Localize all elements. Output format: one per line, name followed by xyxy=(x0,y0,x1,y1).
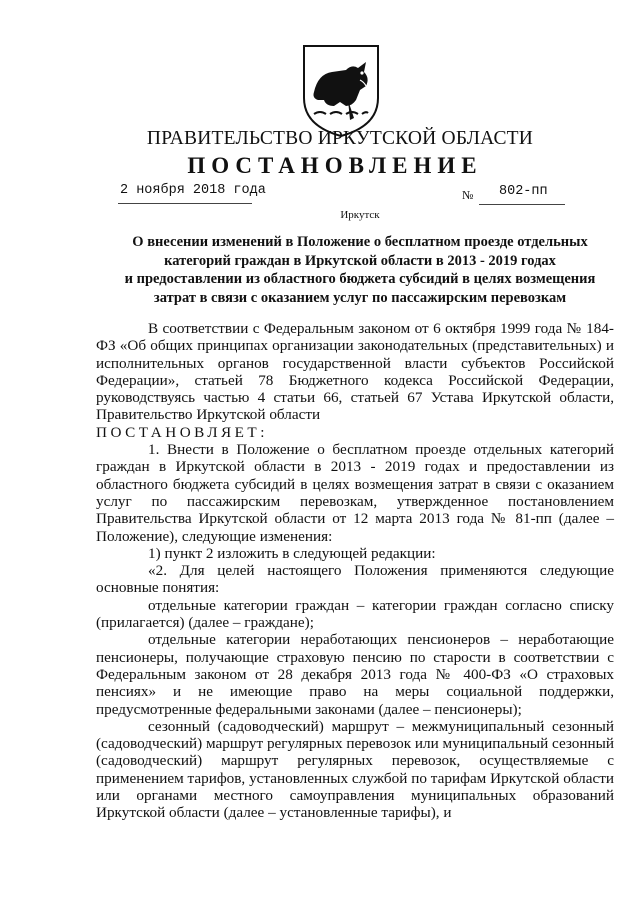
number-underline xyxy=(479,204,565,205)
title-line: и предоставлении из областного бюджета субсидий в целях возмещения xyxy=(124,271,596,287)
decree-word: ПОСТАНОВЛЯЕТ: xyxy=(96,423,268,441)
paragraph-definition-citizens: отдельные категории граждан – категории граждан согласно списку (прилагается) (далее – граждане); xyxy=(96,596,614,632)
document-type: ПОСТАНОВЛЕНИЕ xyxy=(187,153,483,178)
city-name: Иркутск xyxy=(340,209,380,221)
document-title xyxy=(80,233,640,307)
document-date: 2 ноября 2018 года xyxy=(120,183,266,198)
document-number: 802-пп xyxy=(499,184,548,199)
paragraph-definition-seasonal-route: сезонный (садоводческий) маршрут – межмуниципальный сезонный (садоводческий) маршрут регулярных перевозок или муниципальный сезонный (садоводческий) маршрут регулярных перевозок, осуществляемые с применением тарифов, установленных службой по тарифам Иркутской области или органами местного самоуправления муниципальных образований Иркутской области (далее – установленные тарифы), и xyxy=(96,717,614,822)
paragraph-definition-pensioners: отдельные категории неработающих пенсионеров – неработающие пенсионеры, получающие страховую пенсию по старости в соответствии с Федеральным законом от 28 декабря 2013 года № 400-ФЗ «О страховых пенсиях» и не имеющие право на меры социальной поддержки, предусмотренные федеральными законами (далее – пенсионеры); xyxy=(96,631,614,718)
document-body xyxy=(96,320,614,822)
government-name: ПРАВИТЕЛЬСТВО ИРКУТСКОЙ ОБЛАСТИ xyxy=(146,128,534,149)
irkutsk-coat-of-arms-icon xyxy=(300,40,382,138)
paragraph-clause-2: «2. Для целей настоящего Положения применяются следующие основные понятия: xyxy=(96,562,614,597)
title-line: затрат в связи с оказанием услуг по пассажирским перевозкам xyxy=(153,289,567,306)
date-underline xyxy=(118,203,252,204)
title-line: категорий граждан в Иркутской области в 2013 - 2019 годах xyxy=(164,252,556,269)
title-line: О внесении изменений в Положение о бесплатном проезде отдельных xyxy=(132,234,588,250)
paragraph-subitem-1: 1) пункт 2 изложить в следующей редакции: xyxy=(148,544,436,562)
number-sign: № xyxy=(462,188,474,202)
paragraph-item-1: 1. Внести в Положение о бесплатном проезде отдельных категорий граждан в Иркутской области в 2013 - 2019 годах и предоставлении из областного бюджета субсидий в целях возмещения затрат в связи с оказанием услуг по пассажирским перевозкам, утвержденное постановлением Правительства Иркутской области от 12 марта 2013 года № 81-пп (далее – Положение), следующие изменения: xyxy=(96,441,614,545)
paragraph-preamble: В соответствии с Федеральным законом от 6 октября 1999 года № 184-ФЗ «Об общих принципах организации законодательных (представительных) и исполнительных органов государственной власти субъектов Российской Федерации», статьей 78 Бюджетного кодекса Российской Федерации, руководствуясь частью 4 статьи 66, статьей 67 Устава Иркутской области, Правительство Иркутской области xyxy=(96,320,614,424)
